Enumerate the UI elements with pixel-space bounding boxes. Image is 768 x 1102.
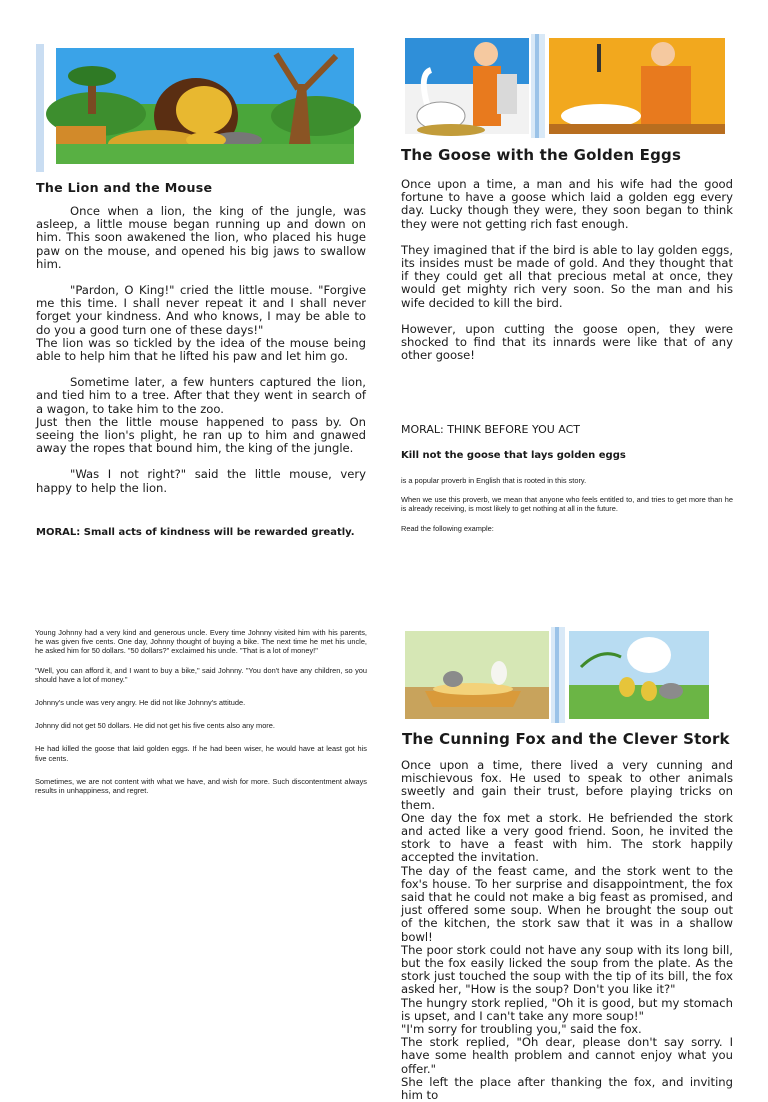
goose-story-title: The Goose with the Golden Eggs [401,146,682,164]
goose-moral: MORAL: THINK BEFORE YOU ACT [401,423,581,436]
lion-moral: MORAL: Small acts of kindness will be rewarded greatly. [36,527,355,538]
lion-mouse-illustration [36,44,364,172]
johnny-paragraph: Johnny's uncle was very angry. He did not like Johnny's attitude. [35,698,246,708]
goose-story-body [401,178,733,375]
johnny-paragraph: Sometimes, we are not content with what we have, and wish for more. Such discontentment always results in unhappiness, and regret. [35,776,367,796]
lion-paragraph: "Pardon, O King!" cried the little mouse. "Forgive me this time. I shall never repeat it and I shall never forget your kindness. And who knows, I may be able to do you a good turn one of these days!" [36,283,366,337]
goose-paragraph: However, upon cutting the goose open, they were shocked to find that its innards were like that of any other goose! [401,321,733,363]
goose-paragraph: They imagined that if the bird is able to lay golden eggs, its insides must be made of gold. And they thought that if they could get all that precious metal at once, they would get mighty rich very soon. So the man and his wife decided to kill the bird. [401,242,733,310]
goose-illustration [401,34,729,138]
johnny-paragraph: He had killed the goose that laid golden eggs. If he had been wiser, he would have at least got his five cents. [35,744,367,763]
fox-stork-illustration [401,627,713,723]
lion-paragraph: Just then the little mouse happened to pass by. On seeing the lion's plight, he ran up to him and gnawed away the ropes that bound him, the king of the jungle. [36,414,366,456]
proverb-notes [401,476,733,543]
fox-story-body [401,759,733,1102]
lion-story-body [36,205,366,508]
proverb-note: Read the following example: [401,523,494,533]
proverb-note: is a popular proverb in English that is rooted in this story. [401,476,587,485]
fox-paragraph: The poor stork could not have any soup with its long bill, but the fox easily licked the soup from the plate. As the stork just touched the soup with the tip of its bill, the fox asked her, "How is the soup? Don't you like it?" [401,942,733,997]
johnny-paragraph: Young Johnny had a very kind and generous uncle. Every time Johnny visited him with his parents, he was given five cents. One day, Johnny thought of buying a bike. The next time he met his uncle, he asked him for 50 dollars. "50 dollars?" exclaimed his uncle. "That is a lot of money!" [35,628,367,656]
lion-paragraph: Sometime later, a few hunters captured the lion, and tied him to a tree. After that they went in search of a wagon, to take him to the zoo. [36,375,366,416]
lion-paragraph: The lion was so tickled by the idea of the mouse being able to help him that he lifted his paw and let him go. [36,335,366,364]
lion-story-title: The Lion and the Mouse [36,180,213,195]
fox-paragraph: She left the place after thanking the fox, and inviting him to [401,1074,733,1102]
goose-paragraph: Once upon a time, a man and his wife had the good fortune to have a goose which laid a golden egg every day. Lucky though they were, they soon began to think they were not getting rich fast enough. [401,177,733,231]
fox-paragraph: The hungry stork replied, "Oh it is good, but my stomach is upset, and I can't take any more soup!" [401,995,733,1023]
fox-paragraph: The day of the feast came, and the stork went to the fox's house. To her surprise and disappointment, the fox said that he could not make a big feast as promised, and just offered some soup. When he brought the soup out of the kitchen, the stork saw that it was in a shallow bowl! [401,863,733,944]
lion-paragraph: "Was I not right?" said the little mouse, very happy to help the lion. [36,467,366,495]
johnny-paragraph: Johnny did not get 50 dollars. He did not get his five cents also any more. [35,721,275,731]
proverb-heading: Kill not the goose that lays golden eggs [401,450,626,461]
fox-paragraph: "I'm sorry for troubling you," said the fox. [401,1022,642,1037]
lion-paragraph: Once when a lion, the king of the jungle, was asleep, a little mouse began running up and down on him. This soon awakened the lion, who placed his huge paw on the mouse, and opened his big jaws to swallow him. [36,204,366,271]
fox-paragraph: Once upon a time, there lived a very cunning and mischievous fox. He used to speak to other animals sweetly and gain their trust, before playing tricks on them. [401,758,733,812]
fox-paragraph: One day the fox met a stork. He befriended the stork and acted like a very good friend. Soon, he invited the stork to have a feast with him. The stork happily accepted the invitation. [401,810,733,865]
fox-paragraph: The stork replied, "Oh dear, please don't say sorry. I have some health problem and cannot enjoy what you offer." [401,1035,733,1076]
johnny-example [35,628,367,805]
johnny-paragraph: "Well, you can afford it, and I want to buy a bike," said Johnny. "You don't have any children, so you should have a lot of money." [35,665,367,684]
proverb-note: When we use this proverb, we mean that anyone who feels entitled to, and tries to get more than he is already receiving, is most likely to get nothing at all in the future. [401,495,733,514]
fox-story-title: The Cunning Fox and the Clever Stork [402,730,730,748]
